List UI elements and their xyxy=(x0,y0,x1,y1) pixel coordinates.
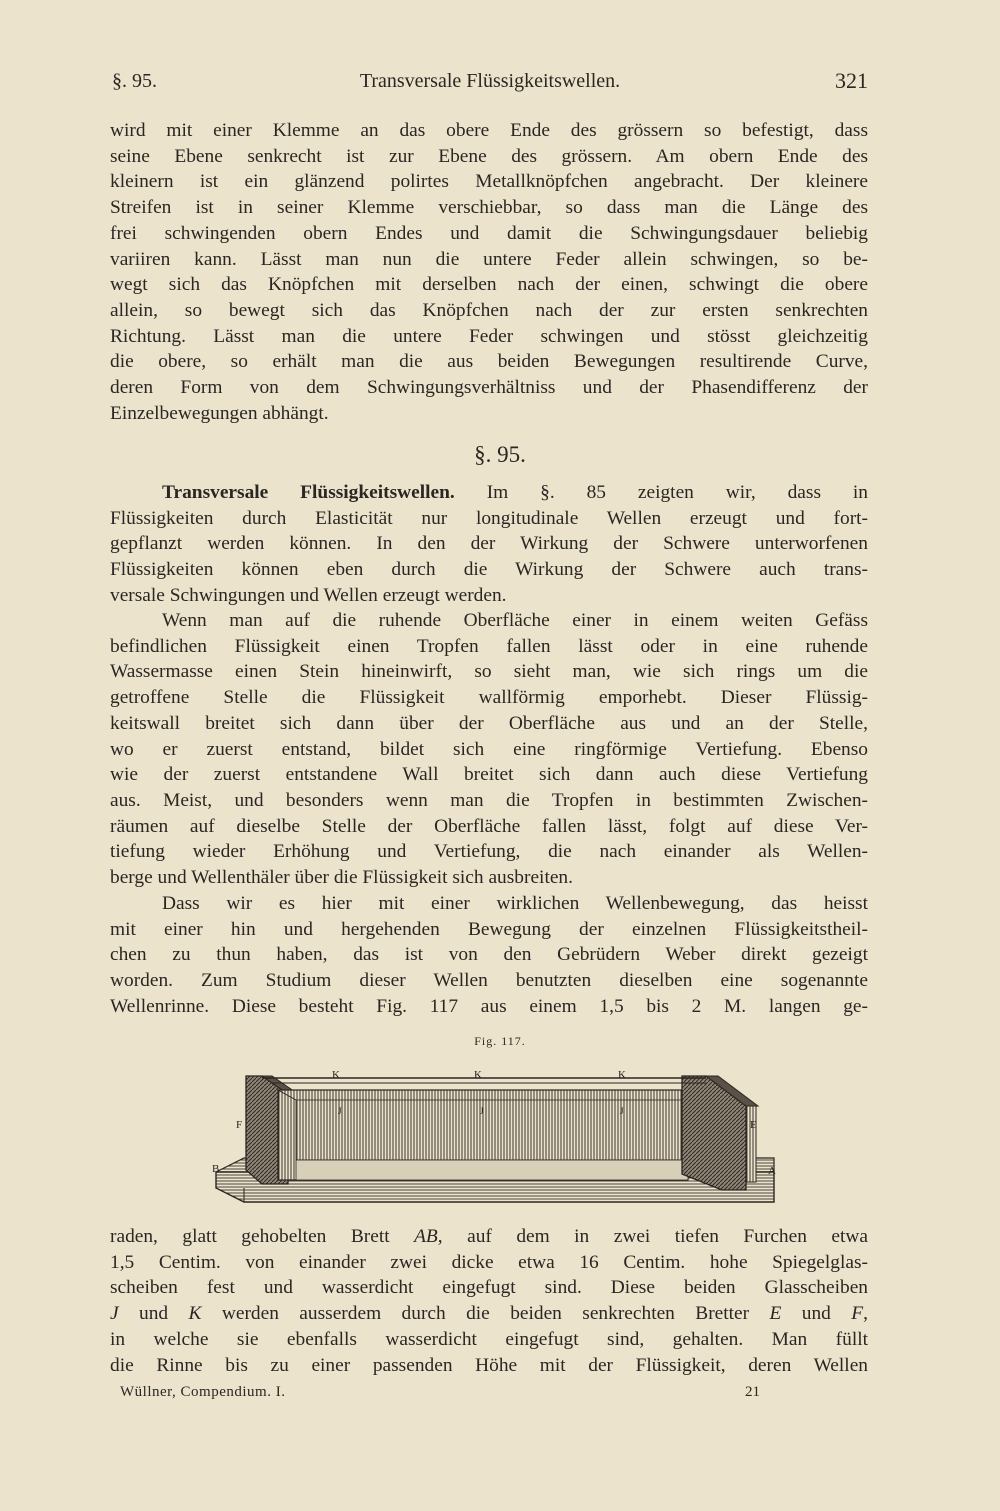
header-section: §. 95. xyxy=(112,70,157,92)
text-line: Wenn man auf die ruhende Oberfläche einer in einem weiten Gefäss xyxy=(162,610,868,631)
header-title: Transversale Flüssigkeitswellen. xyxy=(359,70,621,92)
text-line: befindlichen Flüssigkeit einen Tropfen fallen lässt oder in eine ruhende xyxy=(110,635,868,657)
text-run: , auf dem in zwei tiefen Furchen etwa xyxy=(437,1226,868,1247)
text-line: chen zu thun haben, das ist von den Gebrüdern Weber direkt gezeigt xyxy=(110,944,868,966)
label-k-center: K xyxy=(474,1069,482,1081)
text-line: wird mit einer Klemme an das obere Ende des grössern so befestigt, dass xyxy=(110,120,868,141)
italic-symbol: AB xyxy=(414,1226,438,1247)
text-line: 1,5 Centim. von einander zwei dicke etwa 16 Centim. hohe Spiegelglas- xyxy=(110,1251,868,1273)
text-run: und xyxy=(118,1303,189,1325)
label-k-right: K xyxy=(618,1069,626,1081)
label-f: F xyxy=(236,1119,243,1131)
text-line: Wellenrinne. Diese besteht Fig. 117 aus einem 1,5 bis 2 M. langen ge- xyxy=(110,995,868,1017)
label-k-left: K xyxy=(332,1069,340,1081)
text-line: berge und Wellenthäler über die Flüssigkeit sich ausbreiten. xyxy=(110,867,573,889)
italic-symbol: K xyxy=(188,1303,202,1325)
text-line: wo er zuerst entstand, bildet sich eine ringförmige Vertiefung. Ebenso xyxy=(110,738,868,760)
text-line: in welche sie ebenfalls wasserdicht eingefugt sind, gehalten. Man füllt xyxy=(110,1328,868,1350)
text-line: worden. Zum Studium dieser Wellen benutzten dieselben eine sogenannte xyxy=(110,970,868,992)
text-line: getroffene Stelle die Flüssigkeit wallförmig emporhebt. Dieser Flüssig- xyxy=(110,687,868,709)
section-title-inline: Transversale Flüssigkeitswellen. xyxy=(162,482,455,503)
paragraph-5 xyxy=(110,1224,868,1378)
label-e: E xyxy=(750,1119,757,1131)
wave-trough-figure xyxy=(212,1066,792,1206)
label-j-right: J xyxy=(620,1106,624,1116)
text-line: tiefung wieder Erhöhung und Vertiefung, die nach einander als Wellen- xyxy=(110,841,868,863)
text-run: werden ausserdem durch die beiden senkrechten Bretter xyxy=(201,1303,770,1325)
text-line: die obere, so erhält man die aus beiden Bewegungen resultirende Curve, xyxy=(110,351,868,373)
text-line: kleinern ist ein glänzend polirtes Metallknöpfchen angebracht. Der kleinere xyxy=(110,171,868,193)
italic-symbol: J xyxy=(110,1303,119,1325)
text-line: aus. Meist, und besonders wenn man die Tropfen in bestimmten Zwischen- xyxy=(110,789,868,811)
text-line: mit einer hin und hergehenden Bewegung der einzelnen Flüssigkeitstheil- xyxy=(110,918,868,940)
text-run: und xyxy=(781,1303,852,1325)
text-line: versale Schwingungen und Wellen erzeugt werden. xyxy=(110,584,507,606)
text-line: gepflanzt werden können. In den der Wirkung der Schwere unterworfenen xyxy=(110,533,868,555)
text-line: Streifen ist in seiner Klemme verschiebbar, so dass man die Länge des xyxy=(110,197,868,219)
footer-signature: Wüllner, Compendium. I. xyxy=(120,1384,286,1400)
text-line: räumen auf dieselbe Stelle der Oberfläche fallen lässt, folgt auf diese Ver- xyxy=(110,815,868,837)
text-line: scheiben fest und wasserdicht eingefugt sind. Diese beiden Glasscheiben xyxy=(110,1277,868,1299)
running-header xyxy=(112,70,868,100)
section-heading: §. 95. xyxy=(474,442,526,467)
text-run: , xyxy=(863,1303,868,1325)
text-line: wegt sich das Knöpfchen mit derselben nach der einen, schwingt die obere xyxy=(110,274,868,296)
text-line: allein, so bewegt sich das Knöpfchen nach der zur ersten senkrechten xyxy=(110,299,868,321)
text-line: frei schwingenden obern Endes und damit die Schwingungsdauer beliebig xyxy=(110,222,868,244)
text-line: Richtung. Lässt man die untere Feder schwingen und stösst gleichzeitig xyxy=(110,325,868,347)
text-line xyxy=(110,480,868,506)
paragraph-3 xyxy=(110,608,868,891)
trough-floor xyxy=(296,1160,688,1180)
page-number: 321 xyxy=(835,68,868,93)
glass-pane-j xyxy=(296,1100,688,1160)
label-b: B xyxy=(212,1163,220,1175)
text-run: raden, glatt gehobelten Brett xyxy=(110,1226,415,1247)
italic-symbol: E xyxy=(769,1303,782,1325)
label-a: A xyxy=(768,1165,776,1177)
text-run: Im §. 85 zeigten wir, dass in xyxy=(454,482,868,503)
text-line: variiren kann. Lässt man nun die untere Feder allein schwingen, so be- xyxy=(110,248,868,270)
end-board-e-side xyxy=(746,1106,756,1182)
text-line: keitswall breitet sich dann über der Oberfläche aus und an der Stelle, xyxy=(110,712,868,734)
italic-symbol: F xyxy=(851,1303,864,1325)
figure-caption: Fig. 117. xyxy=(474,1034,526,1048)
paragraph-4 xyxy=(110,891,868,1020)
text-line: deren Form von dem Schwingungsverhältniss und der Phasendifferenz der xyxy=(110,377,868,399)
signature-number: 21 xyxy=(745,1384,760,1400)
text-line: Flüssigkeiten können eben durch die Wirkung der Schwere auch trans- xyxy=(110,559,868,581)
paragraph-2 xyxy=(110,480,868,609)
text-line xyxy=(110,1301,868,1327)
text-line xyxy=(110,1224,868,1250)
label-j-center: J xyxy=(480,1106,484,1116)
text-line: seine Ebene senkrecht ist zur Ebene des grössern. Am obern Ende des xyxy=(110,145,868,167)
text-line: Dass wir es hier mit einer wirklichen Wellenbewegung, das heisst xyxy=(162,893,868,914)
text-line: wie der zuerst entstandene Wall breitet sich dann auch diese Vertiefung xyxy=(110,764,868,786)
paragraph-1 xyxy=(110,118,868,426)
text-line: Flüssigkeiten durch Elasticität nur longitudinale Wellen erzeugt und fort- xyxy=(110,507,868,529)
label-j-left: J xyxy=(338,1106,342,1116)
text-line: die Rinne bis zu einer passenden Höhe mit der Flüssigkeit, deren Wellen xyxy=(110,1354,868,1376)
text-line: Wassermasse einen Stein hineinwirft, so sieht man, wie sich rings um die xyxy=(110,661,868,683)
text-line: Einzelbewegungen abhängt. xyxy=(110,402,329,424)
